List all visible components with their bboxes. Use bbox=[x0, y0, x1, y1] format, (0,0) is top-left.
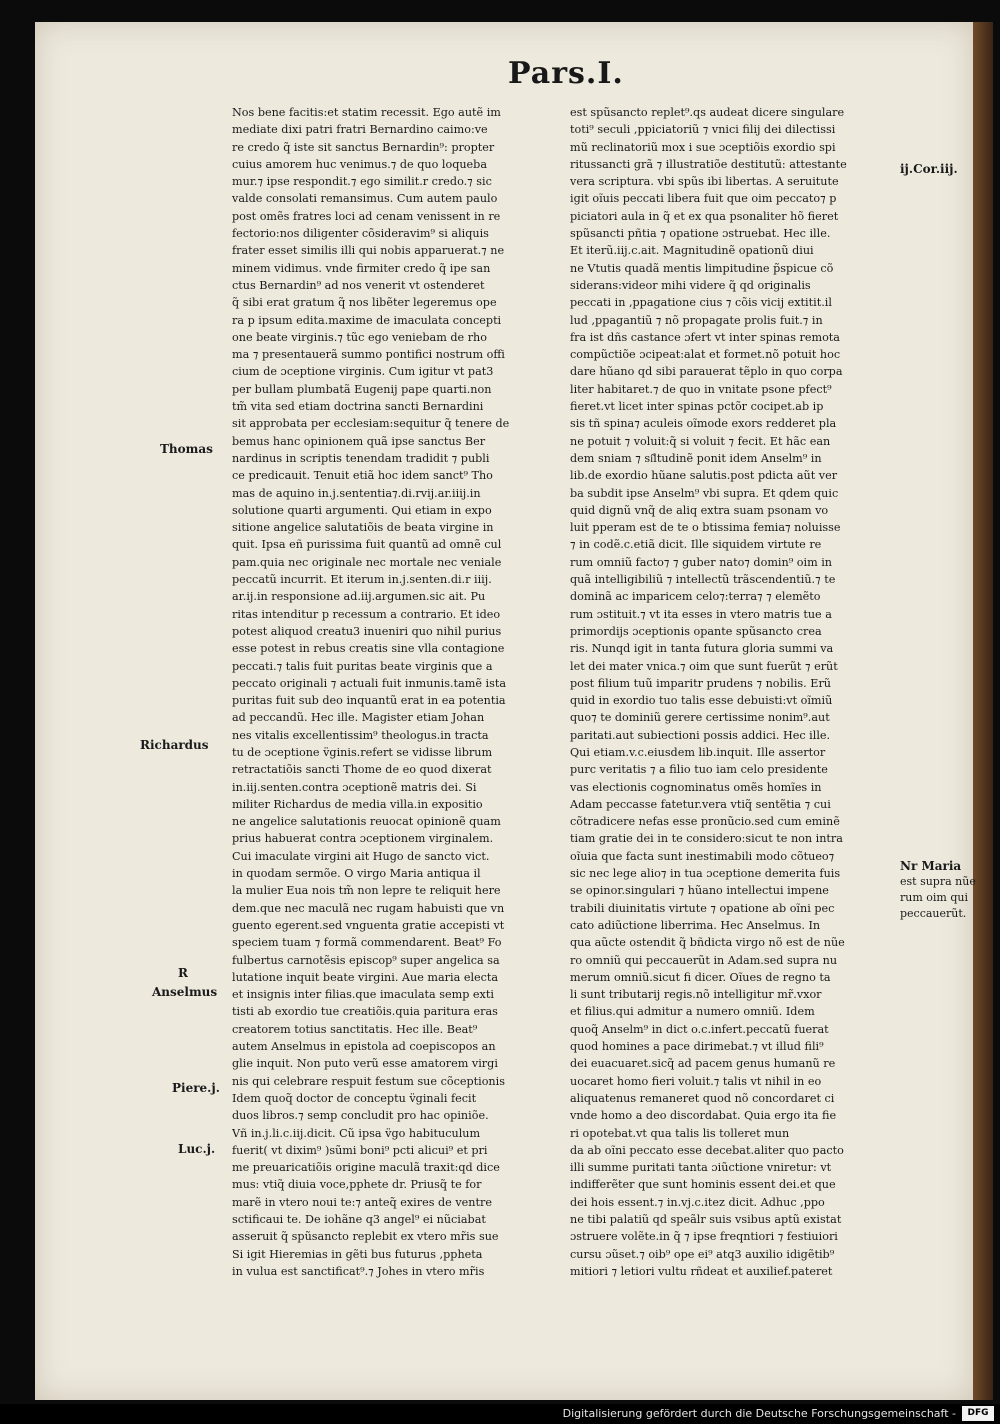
text-line: puritas fuit sub deo inquantũ erat in ea potentia bbox=[232, 694, 506, 708]
margin-note-luc: Luc.j. bbox=[178, 1142, 216, 1156]
text-line: fieret.vt licet inter spinas pctõr cocipet.ab ip bbox=[570, 400, 824, 414]
text-line: la mulier Eua nois tm̃ non lepre te reliquit here bbox=[232, 884, 501, 898]
text-line: peccatũ incurrit. Et iterum in.j.senten.di.r iiij. bbox=[232, 573, 492, 587]
text-line: potest aliquod creatu3 inueniri quo nihil purius bbox=[232, 624, 502, 638]
text-line: primordijs ɔceptionis opante spũsancto crea bbox=[570, 624, 822, 638]
text-line: vas electionis cognominatus omẽs homĩes in bbox=[570, 780, 822, 794]
text-line: ɔstruere volẽte.in q̃ ⁊ ipse freqntiori ⁊ festiuiori bbox=[570, 1230, 838, 1244]
footer-credit-text: Digitalisierung gefördert durch die Deutsche Forschungsgemeinschaft - bbox=[562, 1407, 956, 1420]
text-line: valde consolati remansimus. Cum autem paulo bbox=[232, 192, 498, 206]
text-line: dominã ac imparicem celo⁊:terra⁊ ⁊ elemẽto bbox=[570, 590, 821, 604]
text-line: tiam gratie dei in te consideroːsicut te non intra bbox=[570, 832, 843, 846]
text-line: trabili diuinitatis virtute ⁊ opatione ab oĩni pec bbox=[570, 901, 835, 915]
text-line: qua aũcte ostendit q̃ bñdicta virgo nõ est de nũe bbox=[570, 936, 845, 950]
text-line: tm̃ vita sed etiam doctrina sancti Bernardini bbox=[232, 400, 484, 414]
text-line: ba subdit ipse Anselm⁹ vbi supra. Et qdem quic bbox=[570, 486, 839, 500]
text-line: ri opotebat.vt qua talis lis tolleret mun bbox=[570, 1126, 790, 1140]
text-line: tisti ab exordio tue creatiõis.quia paritura eras bbox=[232, 1005, 498, 1019]
text-line: fuerit( vt dixim⁹ )sũmi boni⁹ pcti alicui⁹ et pri bbox=[232, 1143, 488, 1157]
text-line: li sunt tributarij regis.nõ intelligitur mr̃.vxor bbox=[570, 988, 822, 1002]
text-line: frater esset similis illi qui nobis apparuerat.⁊ ne bbox=[232, 244, 505, 258]
text-line: vera scriptura. vbi spũs ibi libertas. A seruitute bbox=[570, 175, 839, 189]
text-line: cato adiũctione liberrima. Hec Anselmus. In bbox=[570, 918, 821, 932]
text-line: ne potuit ⁊ voluit:q̃ si voluit ⁊ fecit. Et hãc ean bbox=[570, 434, 831, 448]
text-line: spũsancti pñtia ⁊ opatione ɔstruebat. Hec ille. bbox=[570, 227, 831, 241]
text-line: cõtradicere nefas esse pronũcio.sed cum eminẽ bbox=[570, 815, 840, 829]
text-line: in.iij.senten.contra ɔceptionẽ matris dei. Si bbox=[232, 780, 477, 794]
text-line: sis tñ spina⁊ aculeis oĩmode exors redderet pla bbox=[570, 417, 837, 431]
text-line: liter habitaret.⁊ de quo in vnitate psone pfect⁹ bbox=[570, 382, 832, 396]
text-line: nis qui celebrare respuit festum sue cõceptionis bbox=[232, 1074, 505, 1088]
text-line: in quodam sermõe. O virgo Maria antiqua il bbox=[232, 867, 481, 881]
text-line: sic nec lege alio⁊ in tua ɔceptione demerita fuis bbox=[570, 867, 841, 881]
text-line: quoq̃ Anselm⁹ in dict o.c.infert.peccatũ fuerat bbox=[570, 1022, 829, 1036]
text-line: et filius.qui admitur a numero omniũ. Idem bbox=[570, 1005, 815, 1019]
text-line: minem vidimus. vnde firmiter credo q̃ ipe san bbox=[232, 261, 491, 275]
text-line: per bullam plumbatã Eugenij pape quarti.non bbox=[232, 382, 492, 396]
text-line: da ab oĩni peccato esse decebat.aliter quo pacto bbox=[570, 1143, 844, 1157]
text-line: Et iterũ.iij.c.ait. Magnitudinẽ opationũ diui bbox=[570, 244, 814, 258]
text-line: oĩuia que facta sunt inestimabili modo cõtueo⁊ bbox=[570, 849, 835, 863]
margin-note-maria-line: est supra nũe bbox=[900, 875, 976, 888]
text-line: Idem quoq̃ doctor de conceptu v̈ginali fecit bbox=[232, 1091, 477, 1105]
text-line: lud ,ppagantiũ ⁊ nõ propagate prolis fuit.⁊ in bbox=[570, 313, 823, 327]
margin-note-piere: Piere.j. bbox=[172, 1081, 220, 1095]
text-line: lib.de exordio hũane salutis.post pdicta aũt ver bbox=[570, 469, 838, 483]
text-line: ra p ipsum edita.maxime de imaculata concepti bbox=[232, 313, 502, 327]
text-line: ma ⁊ presentauerã summo pontifici nostrum offi bbox=[232, 348, 505, 362]
text-line: ad peccandũ. Hec ille. Magister etiam Johan bbox=[232, 711, 485, 725]
text-line: vnde homo a deo discordabat. Quia ergo ita fie bbox=[570, 1109, 837, 1123]
text-line: peccati.⁊ talis fuit puritas beate virginis que a bbox=[232, 659, 493, 673]
text-line: uocaret homo fieri voluit.⁊ talis vt nihil in eo bbox=[570, 1074, 822, 1088]
text-line: mur.⁊ ipse respondit.⁊ ego similit.r credo.⁊ sic bbox=[232, 175, 492, 189]
text-line: Si igit Hieremias in gẽti bus futurus ,ppheta bbox=[232, 1247, 483, 1261]
text-line: nes vitalis excellentissim⁹ theologus.in tracta bbox=[232, 728, 489, 742]
left-text-column bbox=[232, 104, 554, 1280]
text-line: siderans:videor mihi videre q̃ qd originalis bbox=[570, 278, 811, 292]
text-line: re credo q̃ iste sit sanctus Bernardin⁹: propter bbox=[232, 140, 495, 154]
text-line: cuius amorem huc venimus.⁊ de quo loqueba bbox=[232, 157, 488, 171]
text-line: se opinor.singulari ⁊ hũano intellectui impene bbox=[570, 884, 829, 898]
text-line: ne Vtutis quadã mentis limpitudine p̃spicue cõ bbox=[570, 261, 834, 275]
margin-note-thomas: Thomas bbox=[160, 442, 213, 456]
text-line: glie inquit. Non puto verũ esse amatorem virgi bbox=[232, 1057, 498, 1071]
margin-note-maria bbox=[900, 858, 976, 922]
text-line: peccato originali ⁊ actuali fuit inmunis.tamẽ ista bbox=[232, 676, 506, 690]
text-line: Nos bene facitis:et statim recessit. Ego autẽ im bbox=[232, 106, 501, 119]
book-page-edge bbox=[973, 22, 993, 1400]
text-line: ne angelice salutationis reuocat opinionẽ quam bbox=[232, 815, 501, 829]
text-line: sctificaui te. De iohãne q3 angel⁹ ei nũciabat bbox=[232, 1213, 486, 1226]
text-line: toti⁹ seculi ,ppiciatoriũ ⁊ vnici filij dei dilectissi bbox=[570, 123, 836, 137]
text-line: mas de aquino in.j.sententia⁊.di.rvij.ar.iiij.in bbox=[232, 486, 481, 500]
text-line: Adam peccasse fatetur.vera vtiq̃ sentẽtia ⁊ cui bbox=[570, 797, 831, 811]
text-line: fulbertus carnotẽsis episcop⁹ super angelica sa bbox=[232, 953, 500, 967]
text-line: speciem tuam ⁊ formã commendarent. Beat⁹ Fo bbox=[232, 936, 502, 950]
text-line: ritussancti grã ⁊ illustratiõe destitutũ: attestante bbox=[570, 157, 847, 171]
margin-note-cor: ij.Cor.iij. bbox=[900, 162, 958, 176]
text-line: quod homines a pace dirimebat.⁊ vt illud fili⁹ bbox=[570, 1040, 824, 1054]
text-line: Cui imaculate virgini ait Hugo de sancto vict. bbox=[232, 849, 490, 863]
text-line: duos libros.⁊ semp concludit pro hac opiniõe. bbox=[232, 1109, 489, 1123]
text-line: paritati.aut subiectioni possis addici. Hec ille. bbox=[570, 728, 831, 742]
page-heading: Pars.I. bbox=[508, 56, 624, 91]
text-line: ctus Bernardin⁹ ad nos venerit vt ostenderet bbox=[232, 278, 485, 292]
text-line: ris. Nunqd igit in tanta futura gloria summi va bbox=[570, 642, 834, 656]
text-line: quid in exordio tuo talis esse debuisti:vt oĩmiũ bbox=[570, 694, 833, 708]
text-line: Qui etiam.v.c.eiusdem lib.inquit. Ille assertor bbox=[570, 745, 826, 759]
text-line: quid dignũ vnq̃ de aliq extra suam psonam vo bbox=[570, 503, 829, 517]
text-line: me preuaricatiõis origine maculã traxit:qd dice bbox=[232, 1161, 500, 1175]
text-line: mus: vtiq̃ diuia voce,pphete dr. Priusq̃ te for bbox=[232, 1178, 482, 1192]
text-line: solutione quarti argumenti. Qui etiam in expo bbox=[232, 503, 492, 517]
text-line: cium de ɔceptione virginis. Cum igitur vt pat3 bbox=[232, 365, 494, 379]
text-line: dei euacuaret.sicq̃ ad pacem genus humanũ re bbox=[570, 1057, 836, 1071]
text-line: prius habuerat contra ɔceptionem virginalem. bbox=[232, 832, 494, 846]
text-line: mediate dixi patri fratri Bernardino caimo:ve bbox=[232, 123, 488, 137]
margin-note-maria-line: rum oim qui bbox=[900, 891, 968, 904]
text-line: ar.ij.in responsione ad.iij.argumen.sic ait. Pu bbox=[232, 590, 486, 604]
text-line: ⁊ in codẽ.c.etiã dicit. Ille siquidem virtute re bbox=[570, 538, 822, 552]
text-line: marẽ in vtero noui te:⁊ anteq̃ exires de ventre bbox=[232, 1195, 492, 1209]
footer-bar bbox=[0, 1404, 1000, 1424]
text-line: bemus hanc opinionem quã ipse sanctus Ber bbox=[232, 434, 486, 448]
text-line: ce predicauit. Tenuit etiã hoc idem sanct⁹ Tho bbox=[232, 469, 493, 483]
text-line: illi summe puritati tanta ɔiũctione vniretur: vt bbox=[570, 1161, 832, 1175]
text-line: et insignis inter filias.que imaculata semp exti bbox=[232, 988, 494, 1002]
text-line: est spũsancto replet⁹.qs audeat dicere singulare bbox=[570, 106, 845, 119]
text-line: quit. Ipsa eñ purissima fuit quantũ ad omnẽ cul bbox=[232, 538, 502, 552]
text-line: sit approbata per ecclesiam:sequitur q̃ tenere de bbox=[232, 417, 510, 431]
margin-note-anselmus-initial: R bbox=[178, 966, 188, 980]
text-line: compũctiõe ɔcipeat:alat et formet.nõ potuit hoc bbox=[570, 348, 841, 362]
margin-note-richardus: Richardus bbox=[140, 738, 209, 752]
text-line: cursu ɔũset.⁊ oib⁹ ope ei⁹ atq3 auxilio idigẽtib⁹ bbox=[570, 1247, 835, 1261]
text-line: fra ist dñs castance ɔfert vt inter spinas remota bbox=[570, 330, 840, 344]
text-line: in vulua est sanctificat⁹.⁊ Johes in vtero mr̃is bbox=[232, 1264, 485, 1278]
right-text-column bbox=[570, 104, 900, 1280]
text-line: pam.quia nec originale nec mortale nec veniale bbox=[232, 555, 502, 569]
text-line: quã intelligibiliũ ⁊ intellectũ trãscendentiũ.⁊ te bbox=[570, 573, 836, 587]
dfg-logo: DFG bbox=[962, 1406, 994, 1421]
text-line: post omẽs fratres loci ad cenam venissent in re bbox=[232, 209, 501, 223]
margin-note-anselmus: Anselmus bbox=[152, 985, 218, 999]
text-line: mũ reclinatoriũ mox i sue ɔceptiõis exordio spi bbox=[570, 140, 836, 154]
text-line: militer Richardus de media villa.in expositio bbox=[232, 797, 483, 811]
text-line: esse potest in rebus creatis sine vlla contagione bbox=[232, 642, 505, 656]
text-line: quo⁊ te dominiũ gerere certissime nonim⁹.aut bbox=[570, 711, 830, 725]
text-line: igit oĩuis peccati libera fuit que oim peccato⁊ p bbox=[570, 192, 837, 206]
text-line: creatorem totius sanctitatis. Hec ille. Beat⁹ bbox=[232, 1022, 478, 1036]
text-line: mitiori ⁊ letiori vultu rñdeat et auxilief.pateret bbox=[570, 1264, 833, 1278]
text-line: ritas intenditur p recessum a contrario. Et ideo bbox=[232, 607, 501, 621]
text-line: nardinus in scriptis tenendam tradidit ⁊ publi bbox=[232, 451, 490, 465]
text-line: sitione angelice salutatiõis de beata virgine in bbox=[232, 521, 494, 535]
margin-note-maria-line: peccauerũt. bbox=[900, 907, 967, 920]
text-line: aliquatenus remaneret quod nõ concordaret ci bbox=[570, 1091, 835, 1105]
text-line: dei hois essent.⁊ in.vj.c.itez dicit. Adhuc ,ppo bbox=[570, 1195, 825, 1209]
text-line: let dei mater vnica.⁊ oim que sunt fuerũt ⁊ erũt bbox=[570, 659, 838, 673]
margin-note-maria-line: Nr Maria bbox=[900, 859, 962, 873]
text-line: guento egerent.sed vnguenta gratie accepisti vt bbox=[232, 918, 505, 932]
text-line: indifferẽter que sunt hominis essent dei.et que bbox=[570, 1178, 836, 1192]
text-line: peccati in ,ppagatione cius ⁊ cõis vicij extitit.il bbox=[570, 296, 832, 310]
text-line: autem Anselmus in epistola ad coepiscopos an bbox=[232, 1040, 496, 1054]
text-line: dem sniam ⁊ si͂ltudinẽ ponit idem Anselm⁹ in bbox=[570, 451, 822, 465]
text-line: Vñ in.j.li.c.iij.dicit. Cũ ipsa v̈go habituculum bbox=[232, 1126, 481, 1140]
text-line: retractatiõis sancti Thome de eo quod dixerat bbox=[232, 763, 492, 777]
text-line: rum ɔstituit.⁊ vt ita esses in vtero matris tue a bbox=[570, 607, 832, 621]
text-line: q̃ sibi erat gratum q̃ nos libẽter legeremus ope bbox=[232, 296, 497, 310]
text-line: purc veritatis ⁊ a filio tuo iam celo presidente bbox=[570, 763, 828, 777]
text-line: ro omniũ qui peccauerũt in Adam.sed supra nu bbox=[570, 953, 838, 967]
text-line: merum omniũ.sicut fi dicer. Oĩues de regno ta bbox=[570, 970, 831, 984]
text-line: asseruit q̃ spũsancto replebit ex vtero mr̃is sue bbox=[232, 1230, 499, 1244]
text-line: tu de ɔceptione v̈ginis.refert se vidisse librum bbox=[232, 745, 493, 759]
text-line: fectorio:nos diligenter cõsideravim⁹ si aliquis bbox=[232, 227, 489, 241]
text-line: dem.que nec maculã nec rugam habuisti que vn bbox=[232, 901, 505, 915]
text-line: luit pperam est de te o btissima femia⁊ noluisse bbox=[570, 521, 841, 535]
text-line: post filium tuũ imparitr prudens ⁊ nobilis. Erũ bbox=[570, 676, 832, 690]
text-line: piciatori aula in q̃ et ex qua psonaliter hõ fieret bbox=[570, 209, 839, 223]
text-line: rum omniũ facto⁊ ⁊ guber nato⁊ domin⁹ oim in bbox=[570, 555, 833, 569]
text-line: lutatione inquit beate virgini. Aue maria electa bbox=[232, 970, 499, 984]
text-line: dare hũano qd sibi parauerat tẽplo in quo corpa bbox=[570, 365, 843, 379]
text-line: ne tibi palatiũ qd speãlr suis vsibus aptũ existat bbox=[570, 1213, 842, 1226]
text-line: one beate virginis.⁊ tũc ego veniebam de rho bbox=[232, 330, 487, 344]
